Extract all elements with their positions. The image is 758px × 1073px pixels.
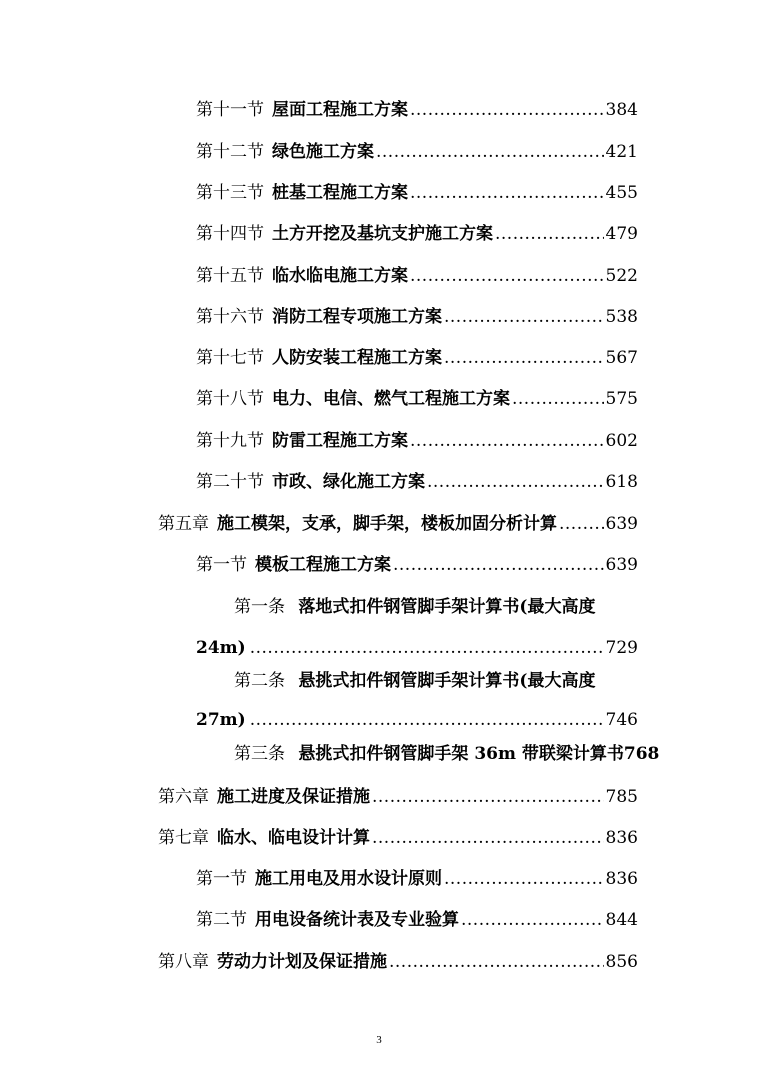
entry-title: 电力、电信、燃气工程施工方案	[272, 389, 510, 409]
entry-number: 第二条	[234, 671, 285, 691]
entry-title: 消防工程专项施工方案	[272, 307, 442, 327]
entry-page: 639	[605, 555, 638, 575]
entry-page: 538	[605, 307, 638, 327]
entry-title: 桩基工程施工方案	[272, 183, 408, 203]
dot-leader	[250, 705, 602, 735]
toc-entry[interactable]	[196, 905, 638, 935]
entry-number: 第十二节	[196, 142, 264, 162]
dot-leader	[372, 782, 604, 812]
entry-page: 785	[605, 787, 638, 807]
entry-page: 618	[605, 472, 638, 492]
entry-number: 第十九节	[196, 431, 264, 451]
entry-page: 567	[605, 348, 638, 368]
entry-title: 绿色施工方案	[272, 142, 374, 162]
toc-entry[interactable]	[196, 137, 638, 167]
dot-leader	[427, 467, 604, 497]
entry-number: 第十五节	[196, 266, 264, 286]
entry-title: 屋面工程施工方案	[272, 100, 408, 120]
dot-leader	[410, 95, 604, 125]
entry-number: 第七章	[158, 828, 209, 848]
toc-entry[interactable]	[196, 219, 638, 249]
dot-leader	[372, 823, 604, 853]
toc-chapter[interactable]	[158, 823, 638, 853]
entry-title: 土方开挖及基坑支护施工方案	[272, 224, 493, 244]
entry-number: 第一条	[234, 597, 285, 617]
entry-number: 第十七节	[196, 348, 264, 368]
entry-title: 模板工程施工方案	[255, 555, 391, 575]
entry-page: 602	[605, 431, 638, 451]
dot-leader	[410, 261, 604, 291]
dot-leader	[250, 633, 602, 663]
entry-page: 836	[605, 828, 638, 848]
dot-leader	[559, 509, 604, 539]
entry-number: 第十四节	[196, 224, 264, 244]
entry-title: 防雷工程施工方案	[272, 431, 408, 451]
entry-number: 第二节	[196, 910, 247, 930]
entry-page: 844	[605, 910, 638, 930]
entry-number: 第十一节	[196, 100, 264, 120]
entry-number: 第一节	[196, 555, 247, 575]
entry-page: 384	[605, 100, 638, 120]
entry-number: 第二十节	[196, 472, 264, 492]
dot-leader	[495, 219, 604, 249]
dot-leader	[376, 137, 604, 167]
toc-clause-continuation[interactable]	[196, 633, 638, 663]
entry-page: 746	[605, 710, 638, 730]
entry-number: 第五章	[158, 514, 209, 534]
entry-number: 第八章	[158, 952, 209, 972]
entry-page: 836	[605, 869, 638, 889]
toc-entry[interactable]	[196, 178, 638, 208]
entry-title: 施工进度及保证措施	[217, 787, 370, 807]
dot-leader	[512, 384, 604, 414]
toc-entry[interactable]	[196, 384, 638, 414]
dot-leader	[389, 947, 604, 977]
toc-entry[interactable]	[196, 261, 638, 291]
entry-title: 悬挑式扣件钢管脚手架 36m 带联梁计算书768	[298, 744, 660, 764]
entry-title: 施工模架，支承，脚手架，楼板加固分析计算	[217, 514, 557, 534]
toc-clause[interactable]	[234, 592, 595, 622]
entry-title: 劳动力计划及保证措施	[217, 952, 387, 972]
toc-entry[interactable]	[196, 864, 638, 894]
toc-chapter[interactable]	[158, 947, 638, 977]
toc-entry[interactable]	[196, 467, 638, 497]
entry-page: 522	[605, 266, 638, 286]
entry-title-continued: 27m)	[196, 710, 246, 730]
toc-chapter[interactable]	[158, 509, 638, 539]
entry-page: 639	[605, 514, 638, 534]
entry-page: 729	[605, 638, 638, 658]
toc-entry[interactable]	[196, 302, 638, 332]
entry-number: 第十三节	[196, 183, 264, 203]
entry-title: 人防安装工程施工方案	[272, 348, 442, 368]
entry-title: 悬挑式扣件钢管脚手架计算书(最大高度	[298, 671, 596, 691]
dot-leader	[444, 343, 604, 373]
dot-leader	[410, 426, 604, 456]
entry-page: 575	[605, 389, 638, 409]
dot-leader	[444, 302, 604, 332]
entry-title-continued: 24m)	[196, 638, 246, 658]
toc-chapter[interactable]	[158, 782, 638, 812]
toc-clause[interactable]	[234, 739, 659, 769]
toc-entry[interactable]	[196, 95, 638, 125]
dot-leader	[461, 905, 604, 935]
dot-leader	[444, 864, 604, 894]
toc-entry[interactable]	[196, 550, 638, 580]
dot-leader	[393, 550, 604, 580]
entry-title: 临水临电施工方案	[272, 266, 408, 286]
entry-title: 施工用电及用水设计原则	[255, 869, 442, 889]
entry-page: 856	[605, 952, 638, 972]
entry-page: 479	[605, 224, 638, 244]
entry-page: 421	[605, 142, 638, 162]
toc-entry[interactable]	[196, 343, 638, 373]
toc-clause[interactable]	[234, 666, 595, 696]
entry-title: 落地式扣件钢管脚手架计算书(最大高度	[298, 597, 596, 617]
entry-page: 455	[605, 183, 638, 203]
entry-number: 第六章	[158, 787, 209, 807]
page-number: 3	[376, 1034, 382, 1046]
toc-clause-continuation[interactable]	[196, 705, 638, 735]
entry-title: 临水、临电设计计算	[217, 828, 370, 848]
entry-title: 用电设备统计表及专业验算	[255, 910, 459, 930]
toc-entry[interactable]	[196, 426, 638, 456]
entry-number: 第三条	[234, 744, 285, 764]
entry-number: 第十八节	[196, 389, 264, 409]
entry-number: 第十六节	[196, 307, 264, 327]
entry-title: 市政、绿化施工方案	[272, 472, 425, 492]
dot-leader	[410, 178, 604, 208]
entry-number: 第一节	[196, 869, 247, 889]
